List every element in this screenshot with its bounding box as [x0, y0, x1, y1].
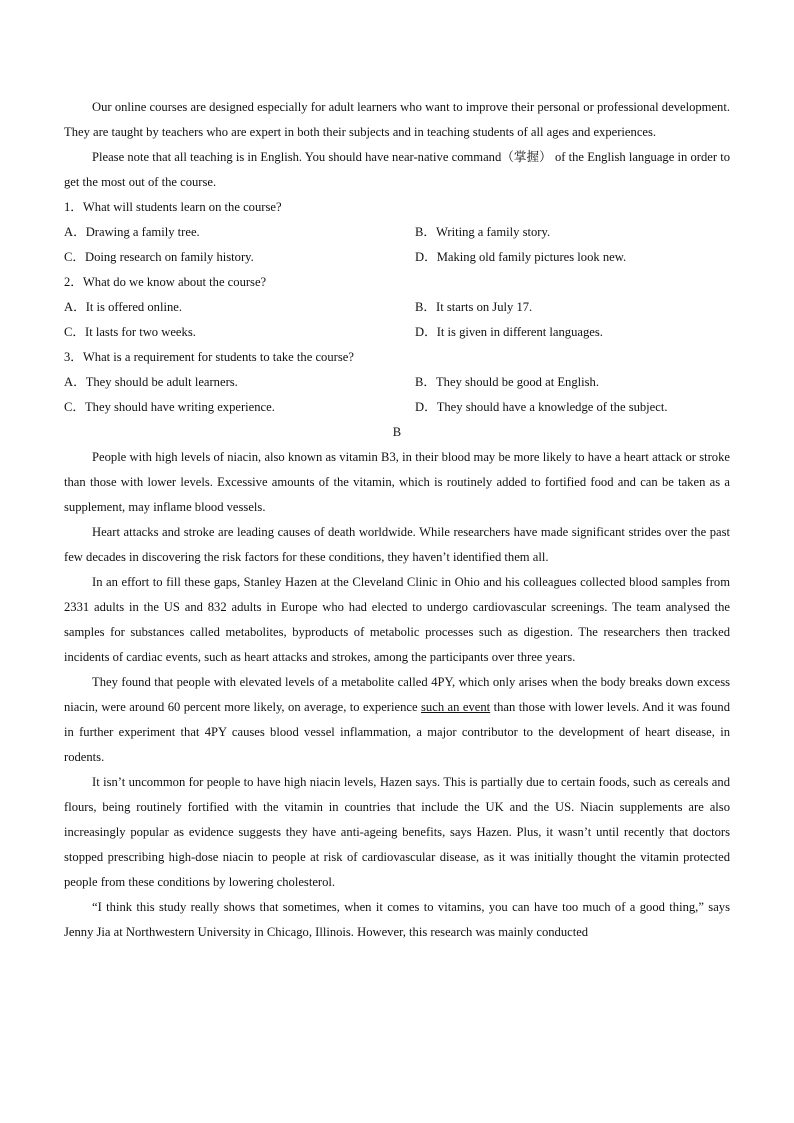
question-1 — [64, 195, 730, 270]
option-d: D．Making old family pictures look new. — [415, 250, 627, 264]
option-d: D．They should have a knowledge of the subject. — [415, 400, 668, 414]
option-a: A．Drawing a family tree. — [64, 225, 200, 239]
passage-b-paragraph-2: Heart attacks and stroke are leading causes of death worldwide. While researchers have made significant strides over the past few decades in discovering the risk factors for these conditions, they haven’t identified them all. — [64, 525, 730, 564]
question-stem: 3．What is a requirement for students to take the course? — [64, 350, 354, 364]
passage-b-paragraph-5: It isn’t uncommon for people to have high niacin levels, Hazen says. This is partially due to certain foods, such as cereals and flours, being routinely fortified with the vitamin in countries that include the UK and the US. Niacin supplements are also increasingly popular as evidence suggests they have anti-ageing benefits, says Hazen. Plus, it wasn’t until recently that doctors stopped prescribing high-dose niacin to people at risk of cardiovascular disease, as it was initially thought the vitamin protected people from these conditions by lowering cholesterol. — [64, 775, 730, 889]
option-c: C．Doing research on family history. — [64, 250, 254, 264]
option-a: A．They should be adult learners. — [64, 375, 238, 389]
option-b: B．Writing a family story. — [415, 225, 551, 239]
passage-b-paragraph-3: In an effort to fill these gaps, Stanley Hazen at the Cleveland Clinic in Ohio and his colleagues collected blood samples from 2331 adults in the US and 832 adults in Europe who had elected to undergo cardiovascular screenings. The team analysed the samples for substances called metabolites, byproducts of metabolic processes such as digestion. The researchers then tracked incidents of cardiac events, such as heart attacks and strokes, among the participants over three years. — [64, 575, 730, 664]
options-grid — [64, 370, 730, 420]
question-stem: 1．What will students learn on the course? — [64, 200, 282, 214]
section-heading: B — [392, 425, 402, 439]
passage-a-paragraph-1: Our online courses are designed especially for adult learners who want to improve their personal or professional development. They are taught by teachers who are expert in both their subjects and in teaching students of all ages and experiences. — [64, 100, 730, 139]
question-stem: 2．What do we know about the course? — [64, 275, 267, 289]
passage-b-paragraph-4 — [64, 670, 730, 770]
option-d: D．It is given in different languages. — [415, 325, 603, 339]
option-b: B．They should be good at English. — [415, 375, 599, 389]
passage-a-paragraph-2: Please note that all teaching is in English. You should have near-native command（掌握） of the English language in order to get the most out of the course. — [64, 150, 730, 189]
options-grid — [64, 295, 730, 345]
option-b: B．It starts on July 17. — [415, 300, 533, 314]
question-2 — [64, 270, 730, 345]
passage-b-paragraph-1: People with high levels of niacin, also known as vitamin B3, in their blood may be more likely to have a heart attack or stroke than those with lower levels. Excessive amounts of the vitamin, which is routinely added to fortified food and can be taken as a supplement, may inflame blood vessels. — [64, 450, 730, 514]
option-a: A．It is offered online. — [64, 300, 182, 314]
question-3 — [64, 345, 730, 420]
underlined-phrase: such an event — [421, 700, 491, 714]
options-grid — [64, 220, 730, 270]
option-c: C．It lasts for two weeks. — [64, 325, 196, 339]
paragraph-text: They found that people with elevated levels of a metabolite called 4PY, which only arises when the body breaks down excess niacin, were around 60 percent more likely, on average, to experience — [64, 675, 730, 714]
option-c: C．They should have writing experience. — [64, 400, 275, 414]
paragraph-text: than those with lower levels. And it was found in further experiment that 4PY causes blood vessel inflammation, a major contributor to the development of heart disease, in rodents. — [64, 700, 730, 764]
document-page — [64, 95, 730, 945]
passage-b-paragraph-6: “I think this study really shows that sometimes, when it comes to vitamins, you can have too much of a good thing,” says Jenny Jia at Northwestern University in Chicago, Illinois. However, this research was mainly conducted — [64, 900, 730, 939]
